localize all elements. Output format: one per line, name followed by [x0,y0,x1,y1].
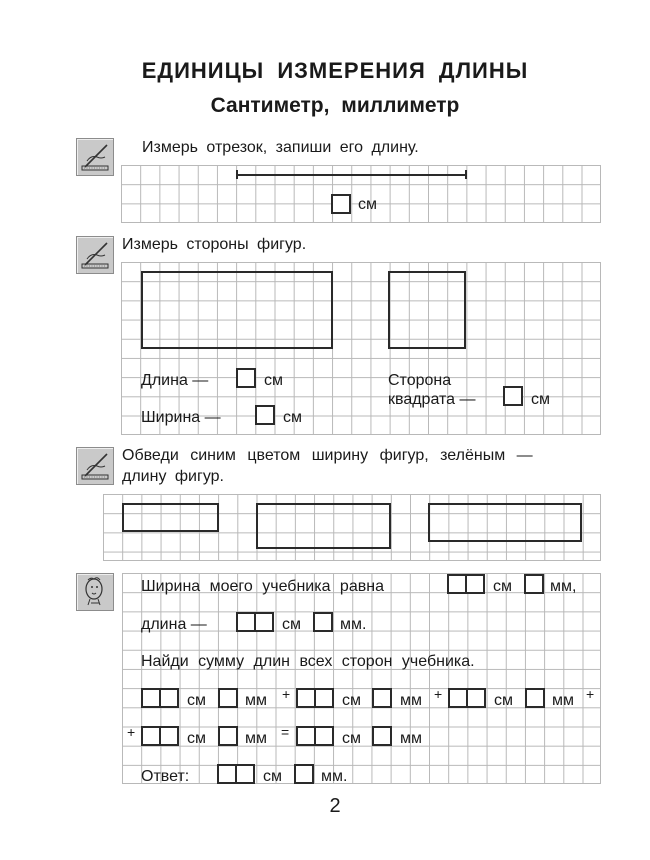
width-answer-box[interactable] [255,405,275,425]
side4-mm-box[interactable] [218,726,238,746]
mm-label: мм [245,730,267,747]
side3-mm-box[interactable] [525,688,545,708]
cm-label: см [187,730,206,747]
cm-label: см [342,692,361,709]
length-label: Длина — [141,372,209,389]
square-side-answer-box[interactable] [503,386,523,406]
answer-mm-box[interactable] [294,764,314,784]
thinking-character-icon [76,573,114,611]
segment-end-tick [465,170,467,179]
figure-3-rectangle[interactable] [428,503,582,542]
page-subtitle: Сантиметр, миллиметр [210,94,460,117]
figure-2-rectangle[interactable] [256,503,391,549]
length-cm-box[interactable] [236,612,274,632]
pen-ruler-icon [76,447,114,485]
square-side-label-2: квадрата — [388,391,476,408]
length-unit: см [264,372,283,389]
side1-mm-box[interactable] [218,688,238,708]
figure-1-rectangle[interactable] [122,503,219,532]
square-side-label-1: Сторона [388,372,452,389]
mm-label: мм [552,692,574,709]
equals-sign: = [281,724,290,740]
page-title: ЕДИНИЦЫ ИЗМЕРЕНИЯ ДЛИНЫ [141,58,529,83]
segment-start-tick [236,170,238,179]
side3-cm-box[interactable] [448,688,486,708]
width-mm-box[interactable] [524,574,544,594]
task3-instruction-line2: длину фигур. [122,468,224,485]
task2-instruction: Измерь стороны фигур. [122,236,307,253]
cm-label: см [282,616,301,633]
plus-sign: + [434,686,443,702]
unit-cm-label: см [358,196,377,213]
width-unit: см [283,409,302,426]
task4-grid [122,573,601,784]
answer-box-cm[interactable] [331,194,351,214]
answer-label: Ответ: [141,768,190,785]
sum-cm-box[interactable] [296,726,334,746]
plus-sign: + [282,686,291,702]
answer-cm-box[interactable] [217,764,255,784]
task3-instruction-line1: Обведи синим цветом ширину фигур, зелёным — [122,447,533,464]
mm-label: мм. [321,768,348,785]
cm-label: см [493,578,512,595]
pen-ruler-icon [76,236,114,274]
width-label: Ширина — [141,409,221,426]
mm-label: мм. [340,616,367,633]
cm-label: см [263,768,282,785]
plus-sign: + [127,724,136,740]
square-figure [388,271,466,349]
sum-mm-box[interactable] [372,726,392,746]
side4-cm-box[interactable] [141,726,179,746]
square-unit: см [531,391,550,408]
side1-cm-box[interactable] [141,688,179,708]
length-mm-box[interactable] [313,612,333,632]
side2-cm-box[interactable] [296,688,334,708]
page-number: 2 [329,795,341,817]
length-answer-box[interactable] [236,368,256,388]
pen-ruler-icon [76,138,114,176]
measure-segment [236,174,467,176]
cm-label: см [187,692,206,709]
mm-label: мм [400,692,422,709]
rectangle-figure [141,271,333,349]
cm-label: см [494,692,513,709]
mm-label: мм [245,692,267,709]
plus-sign: + [586,686,595,702]
mm-label: мм, [550,578,577,595]
textbook-length-text: длина — [141,616,207,633]
side2-mm-box[interactable] [372,688,392,708]
cm-label: см [342,730,361,747]
width-cm-box[interactable] [447,574,485,594]
task1-instruction: Измерь отрезок, запиши его длину. [142,139,419,156]
textbook-width-text: Ширина моего учебника равна [141,578,384,595]
mm-label: мм [400,730,422,747]
find-sum-text: Найди сумму длин всех сторон учебника. [141,653,475,670]
